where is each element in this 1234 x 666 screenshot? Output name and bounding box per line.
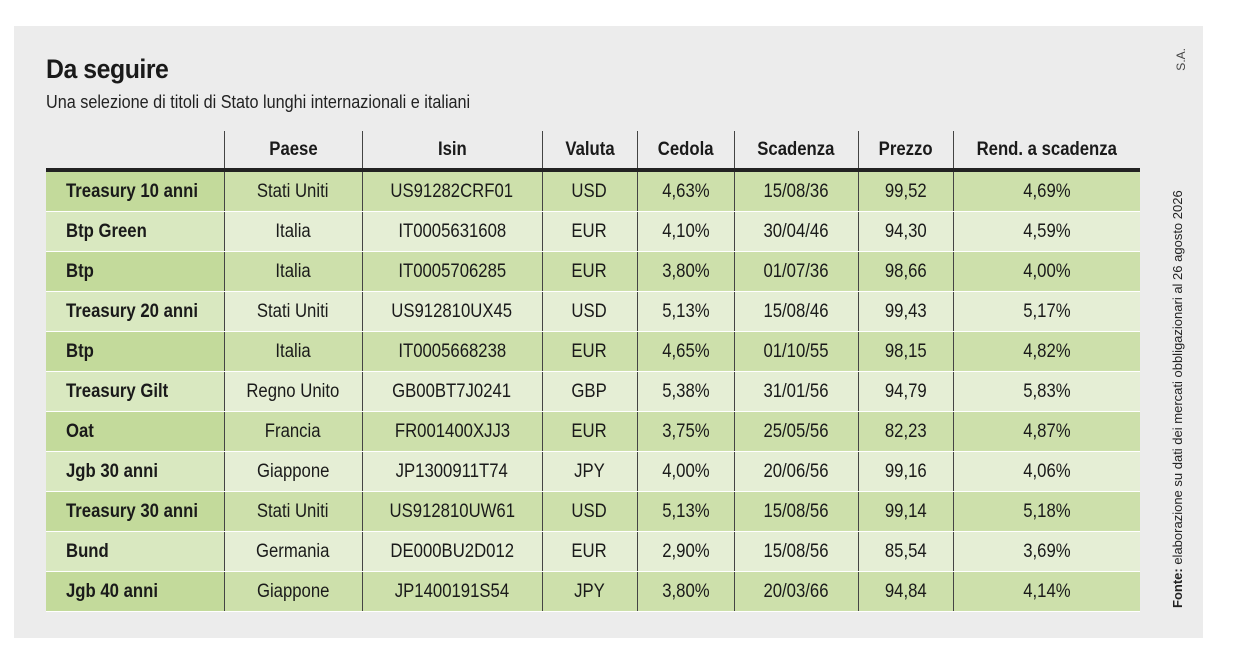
cell-maturity: 01/10/55 bbox=[734, 332, 858, 372]
cell-yield-to-maturity: 4,69% bbox=[953, 170, 1140, 212]
cell-country: Germania bbox=[224, 532, 362, 572]
cell-maturity: 15/08/56 bbox=[734, 492, 858, 532]
table-row bbox=[46, 292, 1140, 332]
cell-country: Italia bbox=[224, 252, 362, 292]
cell-yield-to-maturity: 4,59% bbox=[953, 212, 1140, 252]
column-header-rendimento: Rend. a scadenza bbox=[953, 131, 1140, 170]
cell-price: 99,16 bbox=[858, 452, 953, 492]
cell-isin: GB00BT7J0241 bbox=[362, 372, 542, 412]
cell-bond-name: Treasury 10 anni bbox=[46, 170, 224, 212]
cell-coupon: 4,63% bbox=[637, 170, 734, 212]
cell-currency: USD bbox=[542, 492, 637, 532]
cell-price: 82,23 bbox=[858, 412, 953, 452]
table-row bbox=[46, 372, 1140, 412]
cell-isin: JP1300911T74 bbox=[362, 452, 542, 492]
cell-bond-name: Oat bbox=[46, 412, 224, 452]
cell-country: Francia bbox=[224, 412, 362, 452]
cell-isin: IT0005668238 bbox=[362, 332, 542, 372]
table-row bbox=[46, 412, 1140, 452]
source-label: Fonte: bbox=[1170, 568, 1185, 608]
cell-coupon: 2,90% bbox=[637, 532, 734, 572]
table-row bbox=[46, 252, 1140, 292]
cell-currency: EUR bbox=[542, 532, 637, 572]
cell-currency: EUR bbox=[542, 332, 637, 372]
cell-bond-name: Btp bbox=[46, 332, 224, 372]
column-header-prezzo: Prezzo bbox=[858, 131, 953, 170]
cell-yield-to-maturity: 4,14% bbox=[953, 572, 1140, 612]
cell-coupon: 4,65% bbox=[637, 332, 734, 372]
column-header-scadenza: Scadenza bbox=[734, 131, 858, 170]
cell-yield-to-maturity: 4,00% bbox=[953, 252, 1140, 292]
cell-yield-to-maturity: 4,82% bbox=[953, 332, 1140, 372]
page-subtitle: Una selezione di titoli di Stato lunghi internazionali e italiani bbox=[46, 92, 471, 112]
cell-yield-to-maturity: 3,69% bbox=[953, 532, 1140, 572]
cell-country: Stati Uniti bbox=[224, 292, 362, 332]
cell-isin: US912810UX45 bbox=[362, 292, 542, 332]
cell-yield-to-maturity: 5,17% bbox=[953, 292, 1140, 332]
cell-bond-name: Treasury Gilt bbox=[46, 372, 224, 412]
cell-country: Stati Uniti bbox=[224, 492, 362, 532]
cell-coupon: 4,10% bbox=[637, 212, 734, 252]
cell-bond-name: Jgb 40 anni bbox=[46, 572, 224, 612]
cell-price: 94,84 bbox=[858, 572, 953, 612]
cell-currency: EUR bbox=[542, 412, 637, 452]
cell-price: 98,66 bbox=[858, 252, 953, 292]
cell-currency: EUR bbox=[542, 212, 637, 252]
column-header-cedola: Cedola bbox=[637, 131, 734, 170]
cell-currency: USD bbox=[542, 170, 637, 212]
cell-currency: JPY bbox=[542, 572, 637, 612]
cell-maturity: 31/01/56 bbox=[734, 372, 858, 412]
cell-coupon: 5,13% bbox=[637, 292, 734, 332]
cell-bond-name: Btp Green bbox=[46, 212, 224, 252]
cell-coupon: 5,13% bbox=[637, 492, 734, 532]
table-row bbox=[46, 492, 1140, 532]
cell-isin: JP1400191S54 bbox=[362, 572, 542, 612]
table-body bbox=[46, 170, 1140, 612]
cell-bond-name: Btp bbox=[46, 252, 224, 292]
cell-country: Giappone bbox=[224, 572, 362, 612]
cell-isin: US91282CRF01 bbox=[362, 170, 542, 212]
table-row bbox=[46, 212, 1140, 252]
source-note bbox=[1170, 168, 1185, 608]
cell-maturity: 15/08/36 bbox=[734, 170, 858, 212]
page-title: Da seguire bbox=[46, 54, 169, 84]
cell-country: Italia bbox=[224, 332, 362, 372]
cell-currency: USD bbox=[542, 292, 637, 332]
cell-coupon: 4,00% bbox=[637, 452, 734, 492]
cell-coupon: 3,80% bbox=[637, 252, 734, 292]
cell-maturity: 15/08/56 bbox=[734, 532, 858, 572]
cell-price: 85,54 bbox=[858, 532, 953, 572]
cell-isin: IT0005706285 bbox=[362, 252, 542, 292]
source-text: elaborazione su dati dei mercati obbligazionari al 26 agosto 2026 bbox=[1170, 190, 1185, 569]
cell-yield-to-maturity: 4,87% bbox=[953, 412, 1140, 452]
table-row bbox=[46, 332, 1140, 372]
cell-bond-name: Treasury 20 anni bbox=[46, 292, 224, 332]
cell-maturity: 20/03/66 bbox=[734, 572, 858, 612]
table-header-row bbox=[46, 131, 1140, 170]
cell-currency: JPY bbox=[542, 452, 637, 492]
cell-country: Regno Unito bbox=[224, 372, 362, 412]
column-header-valuta: Valuta bbox=[542, 131, 637, 170]
cell-maturity: 25/05/56 bbox=[734, 412, 858, 452]
cell-price: 98,15 bbox=[858, 332, 953, 372]
cell-price: 99,52 bbox=[858, 170, 953, 212]
cell-price: 94,30 bbox=[858, 212, 953, 252]
cell-coupon: 3,80% bbox=[637, 572, 734, 612]
bonds-table bbox=[46, 131, 1140, 612]
cell-maturity: 30/04/46 bbox=[734, 212, 858, 252]
cell-bond-name: Treasury 30 anni bbox=[46, 492, 224, 532]
cell-maturity: 20/06/56 bbox=[734, 452, 858, 492]
cell-yield-to-maturity: 4,06% bbox=[953, 452, 1140, 492]
cell-bond-name: Jgb 30 anni bbox=[46, 452, 224, 492]
cell-isin: US912810UW61 bbox=[362, 492, 542, 532]
cell-price: 99,43 bbox=[858, 292, 953, 332]
cell-maturity: 01/07/36 bbox=[734, 252, 858, 292]
cell-coupon: 5,38% bbox=[637, 372, 734, 412]
author-credit: S.A. bbox=[1174, 48, 1188, 71]
cell-price: 94,79 bbox=[858, 372, 953, 412]
cell-currency: EUR bbox=[542, 252, 637, 292]
table-row bbox=[46, 170, 1140, 212]
table-row bbox=[46, 532, 1140, 572]
cell-yield-to-maturity: 5,83% bbox=[953, 372, 1140, 412]
cell-country: Italia bbox=[224, 212, 362, 252]
cell-maturity: 15/08/46 bbox=[734, 292, 858, 332]
cell-isin: DE000BU2D012 bbox=[362, 532, 542, 572]
cell-isin: FR001400XJJ3 bbox=[362, 412, 542, 452]
table-row bbox=[46, 572, 1140, 612]
cell-country: Giappone bbox=[224, 452, 362, 492]
column-header-paese: Paese bbox=[224, 131, 362, 170]
cell-price: 99,14 bbox=[858, 492, 953, 532]
cell-coupon: 3,75% bbox=[637, 412, 734, 452]
cell-isin: IT0005631608 bbox=[362, 212, 542, 252]
column-header-name bbox=[46, 131, 224, 170]
cell-yield-to-maturity: 5,18% bbox=[953, 492, 1140, 532]
table-row bbox=[46, 452, 1140, 492]
cell-currency: GBP bbox=[542, 372, 637, 412]
column-header-isin: Isin bbox=[362, 131, 542, 170]
cell-bond-name: Bund bbox=[46, 532, 224, 572]
cell-country: Stati Uniti bbox=[224, 170, 362, 212]
